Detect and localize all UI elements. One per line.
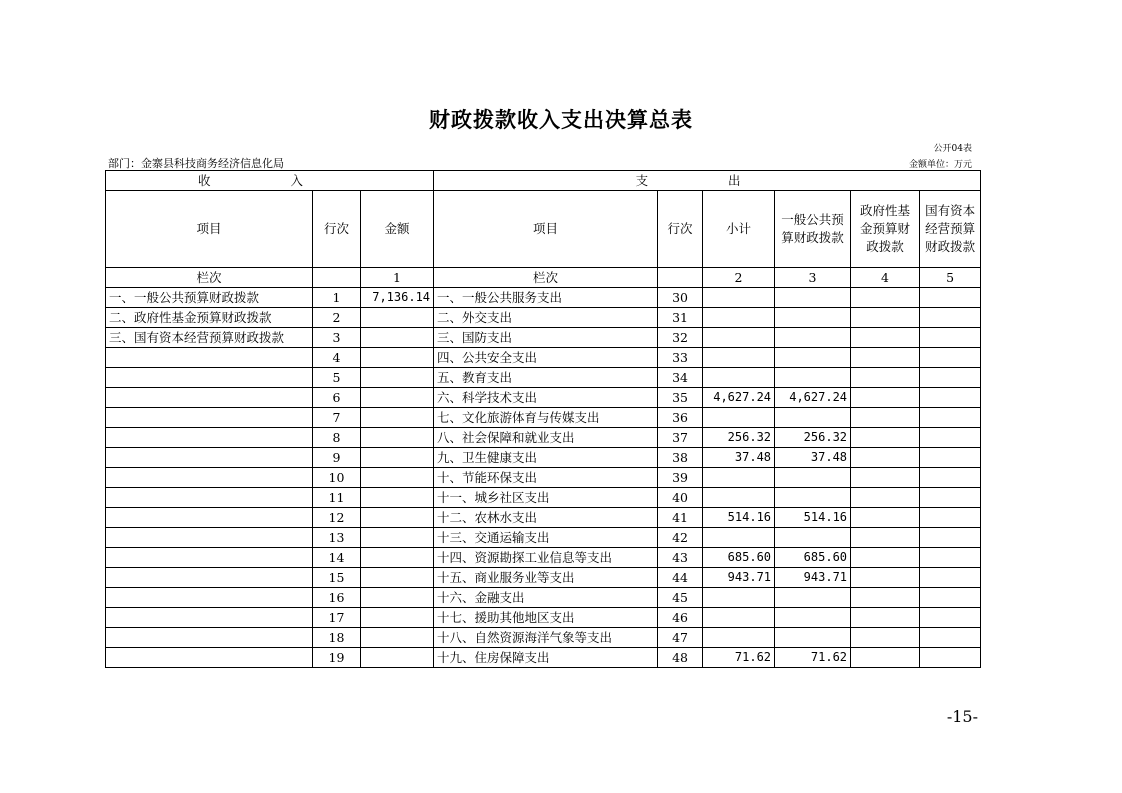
income-row-no-cell: 3 xyxy=(313,328,361,348)
income-amount-cell xyxy=(361,368,434,388)
subtotal-cell: 71.62 xyxy=(703,648,775,668)
expense-row-no-cell: 42 xyxy=(658,528,703,548)
income-amount-cell xyxy=(361,348,434,368)
expense-item-cell: 十六、金融支出 xyxy=(434,588,658,608)
gov-fund-cell xyxy=(851,348,920,368)
expense-item-cell: 十二、农林水支出 xyxy=(434,508,658,528)
income-item-cell xyxy=(106,448,313,468)
income-row-no-cell: 19 xyxy=(313,648,361,668)
expense-index-row-no xyxy=(658,268,703,288)
state-capital-cell xyxy=(920,508,981,528)
table-row xyxy=(106,648,981,668)
income-item-cell: 三、国有资本经营预算财政拨款 xyxy=(106,328,313,348)
gov-fund-cell xyxy=(851,508,920,528)
gov-fund-cell xyxy=(851,628,920,648)
income-amount-cell xyxy=(361,568,434,588)
expense-item-cell: 六、科学技术支出 xyxy=(434,388,658,408)
general-budget-index: 3 xyxy=(775,268,851,288)
income-row-no-cell: 6 xyxy=(313,388,361,408)
income-item-cell xyxy=(106,568,313,588)
table-row xyxy=(106,548,981,568)
general-budget-cell xyxy=(775,348,851,368)
state-capital-cell xyxy=(920,488,981,508)
expense-row-no-header: 行次 xyxy=(658,191,703,268)
subtotal-cell: 4,627.24 xyxy=(703,388,775,408)
expense-row-no-cell: 33 xyxy=(658,348,703,368)
gov-fund-cell xyxy=(851,588,920,608)
table-row xyxy=(106,488,981,508)
expense-item-header: 项目 xyxy=(434,191,658,268)
income-item-cell xyxy=(106,468,313,488)
table-row xyxy=(106,508,981,528)
income-index-label: 栏次 xyxy=(106,268,313,288)
column-header-row xyxy=(106,191,981,268)
table-row xyxy=(106,628,981,648)
subtotal-cell xyxy=(703,308,775,328)
income-item-cell: 二、政府性基金预算财政拨款 xyxy=(106,308,313,328)
state-capital-cell xyxy=(920,288,981,308)
table-row xyxy=(106,408,981,428)
expense-row-no-cell: 34 xyxy=(658,368,703,388)
expense-item-cell: 七、文化旅游体育与传媒支出 xyxy=(434,408,658,428)
general-budget-cell xyxy=(775,288,851,308)
expense-section-header: 支 出 xyxy=(434,171,981,191)
income-amount-cell xyxy=(361,488,434,508)
income-index-amount: 1 xyxy=(361,268,434,288)
state-capital-cell xyxy=(920,388,981,408)
income-item-cell xyxy=(106,628,313,648)
subtotal-cell xyxy=(703,288,775,308)
income-amount-cell xyxy=(361,528,434,548)
table-row xyxy=(106,588,981,608)
column-index-row xyxy=(106,268,981,288)
income-item-cell xyxy=(106,648,313,668)
expense-row-no-cell: 39 xyxy=(658,468,703,488)
income-item-cell xyxy=(106,588,313,608)
income-amount-cell xyxy=(361,328,434,348)
general-budget-header: 一般公共预算财政拨款 xyxy=(775,191,851,268)
income-row-no-cell: 8 xyxy=(313,428,361,448)
income-amount-cell xyxy=(361,588,434,608)
income-amount-cell xyxy=(361,428,434,448)
table-row xyxy=(106,368,981,388)
state-capital-header: 国有资本经营预算财政拨款 xyxy=(920,191,981,268)
state-capital-cell xyxy=(920,568,981,588)
expense-row-no-cell: 45 xyxy=(658,588,703,608)
expense-item-cell: 十一、城乡社区支出 xyxy=(434,488,658,508)
income-amount-header: 金额 xyxy=(361,191,434,268)
income-amount-cell xyxy=(361,388,434,408)
income-amount-cell xyxy=(361,408,434,428)
expense-item-cell: 九、卫生健康支出 xyxy=(434,448,658,468)
subtotal-cell xyxy=(703,328,775,348)
expense-row-no-cell: 41 xyxy=(658,508,703,528)
state-capital-cell xyxy=(920,528,981,548)
income-row-no-cell: 7 xyxy=(313,408,361,428)
income-amount-cell xyxy=(361,508,434,528)
expense-row-no-cell: 38 xyxy=(658,448,703,468)
state-capital-cell xyxy=(920,468,981,488)
expense-item-cell: 一、一般公共服务支出 xyxy=(434,288,658,308)
income-amount-cell xyxy=(361,448,434,468)
expense-row-no-cell: 35 xyxy=(658,388,703,408)
table-row xyxy=(106,308,981,328)
gov-fund-cell xyxy=(851,308,920,328)
page-title: 财政拨款收入支出决算总表 xyxy=(429,107,693,132)
expense-row-no-cell: 46 xyxy=(658,608,703,628)
gov-fund-cell xyxy=(851,468,920,488)
gov-fund-cell xyxy=(851,388,920,408)
gov-fund-cell xyxy=(851,568,920,588)
income-item-cell xyxy=(106,608,313,628)
general-budget-cell: 943.71 xyxy=(775,568,851,588)
expense-item-cell: 十七、援助其他地区支出 xyxy=(434,608,658,628)
gov-fund-cell xyxy=(851,488,920,508)
income-row-no-cell: 13 xyxy=(313,528,361,548)
department-label: 部门：金寨县科技商务经济信息化局 xyxy=(108,157,284,170)
gov-fund-cell xyxy=(851,528,920,548)
general-budget-cell xyxy=(775,588,851,608)
income-amount-cell xyxy=(361,308,434,328)
state-capital-cell xyxy=(920,648,981,668)
income-index-row-no xyxy=(313,268,361,288)
subtotal-cell xyxy=(703,588,775,608)
income-amount-cell xyxy=(361,468,434,488)
table-row xyxy=(106,528,981,548)
expense-row-no-cell: 31 xyxy=(658,308,703,328)
subtotal-cell: 514.16 xyxy=(703,508,775,528)
state-capital-cell xyxy=(920,448,981,468)
income-row-no-cell: 15 xyxy=(313,568,361,588)
income-row-no-cell: 16 xyxy=(313,588,361,608)
income-item-cell xyxy=(106,428,313,448)
table-row xyxy=(106,288,981,308)
state-capital-cell xyxy=(920,548,981,568)
expense-index-label: 栏次 xyxy=(434,268,658,288)
expense-row-no-cell: 47 xyxy=(658,628,703,648)
subtotal-cell xyxy=(703,348,775,368)
income-row-no-cell: 10 xyxy=(313,468,361,488)
income-item-header: 项目 xyxy=(106,191,313,268)
income-row-no-cell: 12 xyxy=(313,508,361,528)
gov-fund-cell xyxy=(851,408,920,428)
income-amount-cell xyxy=(361,548,434,568)
gov-fund-cell xyxy=(851,648,920,668)
income-row-no-cell: 18 xyxy=(313,628,361,648)
budget-table xyxy=(105,170,981,668)
state-capital-index: 5 xyxy=(920,268,981,288)
table-row xyxy=(106,568,981,588)
gov-fund-cell xyxy=(851,428,920,448)
subtotal-cell xyxy=(703,368,775,388)
state-capital-cell xyxy=(920,428,981,448)
section-header-row xyxy=(106,171,981,191)
table-row xyxy=(106,388,981,408)
income-item-cell xyxy=(106,408,313,428)
expense-row-no-cell: 44 xyxy=(658,568,703,588)
general-budget-cell xyxy=(775,308,851,328)
state-capital-cell xyxy=(920,308,981,328)
income-item-cell xyxy=(106,388,313,408)
income-item-cell xyxy=(106,348,313,368)
subtotal-cell xyxy=(703,408,775,428)
general-budget-cell: 256.32 xyxy=(775,428,851,448)
income-item-cell xyxy=(106,528,313,548)
state-capital-cell xyxy=(920,348,981,368)
general-budget-cell xyxy=(775,408,851,428)
income-row-no-cell: 9 xyxy=(313,448,361,468)
expense-row-no-cell: 32 xyxy=(658,328,703,348)
expense-item-cell: 十九、住房保障支出 xyxy=(434,648,658,668)
expense-item-cell: 五、教育支出 xyxy=(434,368,658,388)
table-row xyxy=(106,448,981,468)
expense-item-cell: 十八、自然资源海洋气象等支出 xyxy=(434,628,658,648)
state-capital-cell xyxy=(920,408,981,428)
income-item-cell xyxy=(106,508,313,528)
expense-item-cell: 十三、交通运输支出 xyxy=(434,528,658,548)
income-amount-cell xyxy=(361,648,434,668)
gov-fund-cell xyxy=(851,448,920,468)
expense-item-cell: 十五、商业服务业等支出 xyxy=(434,568,658,588)
subtotal-cell xyxy=(703,528,775,548)
income-row-no-cell: 14 xyxy=(313,548,361,568)
expense-item-cell: 十、节能环保支出 xyxy=(434,468,658,488)
expense-row-no-cell: 37 xyxy=(658,428,703,448)
income-row-no-cell: 2 xyxy=(313,308,361,328)
general-budget-cell: 71.62 xyxy=(775,648,851,668)
general-budget-cell: 685.60 xyxy=(775,548,851,568)
income-row-no-cell: 11 xyxy=(313,488,361,508)
income-row-no-cell: 5 xyxy=(313,368,361,388)
subtotal-cell: 685.60 xyxy=(703,548,775,568)
gov-fund-cell xyxy=(851,368,920,388)
general-budget-cell xyxy=(775,488,851,508)
income-section-header: 收 入 xyxy=(106,171,434,191)
income-item-cell xyxy=(106,368,313,388)
expense-row-no-cell: 40 xyxy=(658,488,703,508)
expense-row-no-cell: 48 xyxy=(658,648,703,668)
general-budget-cell: 4,627.24 xyxy=(775,388,851,408)
state-capital-cell xyxy=(920,628,981,648)
gov-fund-index: 4 xyxy=(851,268,920,288)
table-row xyxy=(106,328,981,348)
gov-fund-cell xyxy=(851,548,920,568)
subtotal-cell: 256.32 xyxy=(703,428,775,448)
general-budget-cell: 514.16 xyxy=(775,508,851,528)
gov-fund-header: 政府性基金预算财政拨款 xyxy=(851,191,920,268)
expense-row-no-cell: 30 xyxy=(658,288,703,308)
expense-row-no-cell: 43 xyxy=(658,548,703,568)
income-amount-cell: 7,136.14 xyxy=(361,288,434,308)
subtotal-index: 2 xyxy=(703,268,775,288)
general-budget-cell xyxy=(775,528,851,548)
expense-item-cell: 十四、资源勘探工业信息等支出 xyxy=(434,548,658,568)
table-row xyxy=(106,428,981,448)
state-capital-cell xyxy=(920,368,981,388)
general-budget-cell xyxy=(775,368,851,388)
income-row-no-cell: 4 xyxy=(313,348,361,368)
state-capital-cell xyxy=(920,588,981,608)
gov-fund-cell xyxy=(851,328,920,348)
expense-item-cell: 四、公共安全支出 xyxy=(434,348,658,368)
gov-fund-cell xyxy=(851,608,920,628)
expense-row-no-cell: 36 xyxy=(658,408,703,428)
subtotal-cell xyxy=(703,628,775,648)
general-budget-cell xyxy=(775,468,851,488)
gov-fund-cell xyxy=(851,288,920,308)
income-amount-cell xyxy=(361,628,434,648)
expense-item-cell: 八、社会保障和就业支出 xyxy=(434,428,658,448)
general-budget-cell xyxy=(775,328,851,348)
income-row-no-cell: 1 xyxy=(313,288,361,308)
form-number: 公开04表 xyxy=(933,144,972,154)
expense-item-cell: 二、外交支出 xyxy=(434,308,658,328)
general-budget-cell xyxy=(775,628,851,648)
income-row-no-cell: 17 xyxy=(313,608,361,628)
subtotal-cell xyxy=(703,608,775,628)
general-budget-cell xyxy=(775,608,851,628)
subtotal-header: 小计 xyxy=(703,191,775,268)
table-row xyxy=(106,608,981,628)
income-item-cell xyxy=(106,548,313,568)
income-item-cell xyxy=(106,488,313,508)
table-row xyxy=(106,468,981,488)
income-item-cell: 一、一般公共预算财政拨款 xyxy=(106,288,313,308)
subtotal-cell: 943.71 xyxy=(703,568,775,588)
subtotal-cell: 37.48 xyxy=(703,448,775,468)
state-capital-cell xyxy=(920,328,981,348)
subtotal-cell xyxy=(703,488,775,508)
income-amount-cell xyxy=(361,608,434,628)
unit-label: 金额单位：万元 xyxy=(908,160,972,170)
expense-item-cell: 三、国防支出 xyxy=(434,328,658,348)
state-capital-cell xyxy=(920,608,981,628)
page-number: -15- xyxy=(946,707,978,726)
table-row xyxy=(106,348,981,368)
income-row-no-header: 行次 xyxy=(313,191,361,268)
subtotal-cell xyxy=(703,468,775,488)
general-budget-cell: 37.48 xyxy=(775,448,851,468)
